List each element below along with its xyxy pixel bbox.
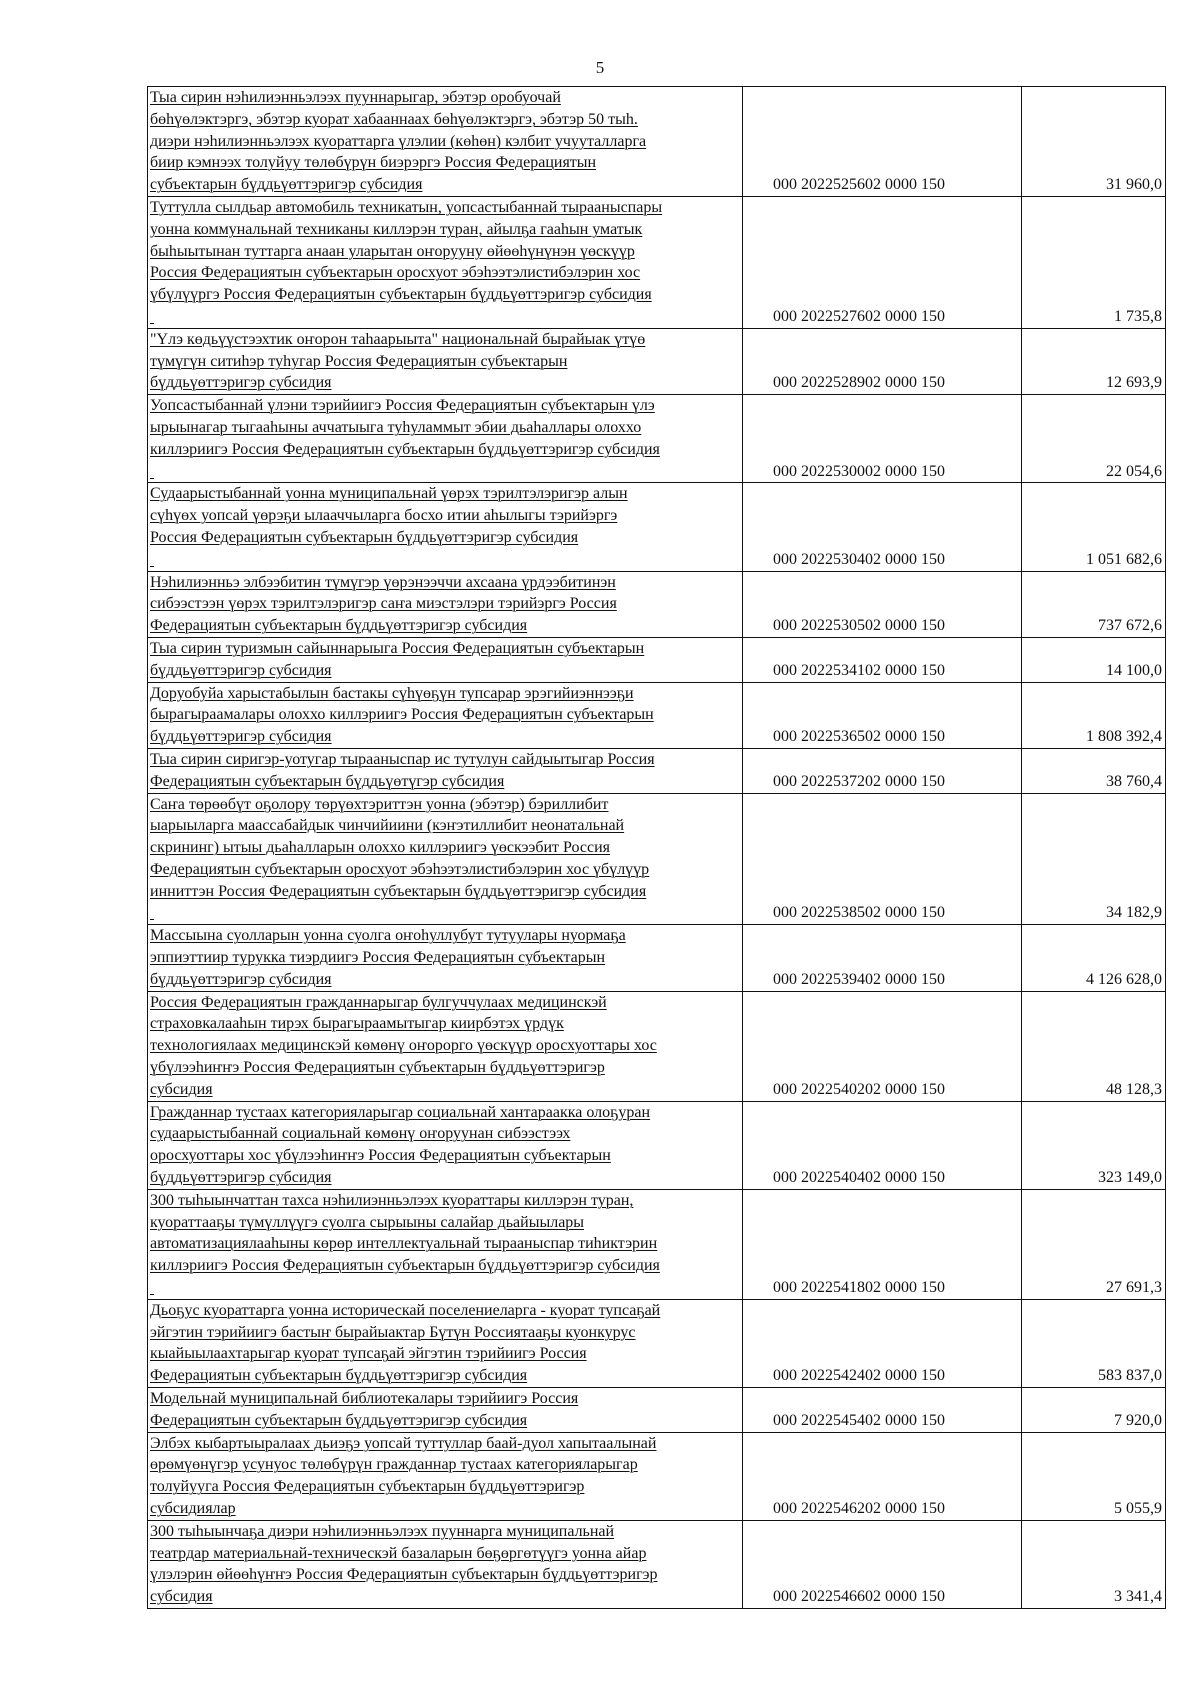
page-number: 5 [595,58,605,77]
description-line: куораттааҕы түмүллүүгэ суолга сырыыны салайар дьайыылары [150,1213,585,1231]
budget-classification-code: 000 2022542402 0000 150 [743,1299,1022,1387]
subsidy-description [148,1520,743,1608]
description-line: субъектарын бүддьүөттэригэр субсидия [150,176,423,194]
description-line: бүддьүөттэригэр субсидия [150,728,332,746]
subsidy-amount: 323 149,0 [1022,1101,1166,1189]
subsidy-amount: 1 051 682,6 [1022,483,1166,571]
table-row [148,1299,1166,1387]
subsidy-description [148,1189,743,1299]
subsidy-description [148,748,743,793]
subsidy-table [147,86,1166,1609]
description-line [150,461,740,483]
description-line: өрөмүөнүгэр усунуос төлөбүрүн гражданнар тустаах категорияларыгар [150,1456,638,1474]
table-row [148,682,1166,748]
table-row [148,571,1166,637]
table-row [148,1520,1166,1608]
subsidy-amount: 7 920,0 [1022,1388,1166,1433]
table-row [148,637,1166,682]
description-line: Гражданнар тустаах категорияларыгар социальнай хантараакка олоҕуран [150,1103,651,1121]
description-line: Нэһилиэнньэ элбээбитин түмүгэр үөрэнээччи ахсаана үрдээбитинэн [150,573,616,591]
description-line: киллэриигэ Россия Федерациятын субъектарын бүддьүөттэригэр субсидия [150,440,660,458]
subsidy-description [148,328,743,394]
subsidy-description [148,991,743,1101]
table-row [148,1432,1166,1520]
description-line: уонна коммунальнай техниканы киллэрэн туран, айылҕа гааһын уматык [150,220,643,238]
description-line: технологиялаах медицинскэй көмөнү оҥорорго үөскүүр оросхуоттары хос [150,1037,657,1055]
description-line: страховкалааһын тирэх бырагыраамытыгар киирбэтэх үрдүк [150,1015,564,1033]
subsidy-description [148,571,743,637]
description-line: киллэриигэ Россия Федерациятын субъектарын бүддьүөттэригэр субсидия [150,1257,660,1275]
subsidy-amount: 5 055,9 [1022,1432,1166,1520]
description-line: эппиэттиир турукка тиэрдиигэ Россия Федерациятын субъектарын [150,949,606,967]
description-line: Судаарыстыбаннай уонна муниципальнай үөрэх тэрилтэлэригэр алын [150,485,628,503]
subsidy-description [148,87,743,197]
description-line: Уопсастыбаннай үлэни тэрийиигэ Россия Федерациятын субъектарын үлэ [150,397,655,415]
subsidy-amount: 1 735,8 [1022,196,1166,328]
description-line: Дьоҕус куораттарга уонна историческай поселениеларга - куорат тупсаҕай [150,1301,661,1319]
budget-classification-code: 000 2022541802 0000 150 [743,1189,1022,1299]
budget-classification-code: 000 2022539402 0000 150 [743,925,1022,991]
table-row [148,1189,1166,1299]
table-row [148,1388,1166,1433]
description-line: оросхуоттары хос үбүлээһиҥҥэ Россия Федерациятын субъектарын [150,1147,611,1165]
description-line: бүддьүөттэригэр субсидия [150,374,332,392]
budget-classification-code: 000 2022537202 0000 150 [743,748,1022,793]
description-line: Тыа сирин нэһилиэнньэлээх пууннарыгар, эбэтэр оробуочай [150,89,561,106]
subsidy-amount: 34 182,9 [1022,793,1166,925]
table-row [148,793,1166,925]
table-row [148,328,1166,394]
description-line: сибээстээн үөрэх тэрилтэлэригэр саҥа миэстэлэри тэрийэргэ Россия [150,595,617,613]
table-row [148,748,1166,793]
description-line: Модельнай муниципальнай библиотекалары тэрийиигэ Россия [150,1390,579,1408]
subsidy-amount: 1 808 392,4 [1022,682,1166,748]
subsidy-amount: 48 128,3 [1022,991,1166,1101]
budget-classification-code: 000 2022530402 0000 150 [743,483,1022,571]
description-line: субсидия [150,1588,213,1606]
description-line [150,549,740,571]
table-row [148,991,1166,1101]
table-row [148,395,1166,483]
budget-classification-code: 000 2022536502 0000 150 [743,682,1022,748]
description-line: 300 тыһыынчаттан тахса нэһилиэнньэлээх куораттары киллэрэн туран, [150,1191,634,1209]
description-line: бырагыраамалары олоххо киллэриигэ Россия Федерациятын субъектарын [150,706,654,724]
budget-classification-code: 000 2022540402 0000 150 [743,1101,1022,1189]
subsidy-description [148,196,743,328]
budget-classification-code: 000 2022525602 0000 150 [743,87,1022,197]
subsidy-amount: 14 100,0 [1022,637,1166,682]
description-line: бүддьүөттэригэр субсидия [150,970,332,988]
description-line: театрдар материальнай-техническэй базаларын бөҕөргөтүүгэ уонна айар [150,1544,647,1562]
description-line: бүддьүөттэригэр субсидия [150,661,332,679]
description-line: Россия Федерациятын субъектарын бүддьүөттэригэр субсидия [150,528,579,546]
description-line: Туттулла сылдьар автомобиль техникатын, уопсастыбаннай тырааныспары [150,198,663,216]
description-line: үбүлүүргэ Россия Федерациятын субъектарын бүддьүөттэригэр субсидия [150,286,652,304]
budget-classification-code: 000 2022530502 0000 150 [743,571,1022,637]
subsidy-description [148,483,743,571]
description-line: 300 тыһыынчаҕа диэри нэһилиэнньэлээх пууннарга муниципальнай [150,1522,615,1540]
subsidy-amount: 737 672,6 [1022,571,1166,637]
description-line: Федерациятын субъектарын бүддьүөттэригэр субсидия [150,1411,528,1429]
budget-classification-code: 000 2022534102 0000 150 [743,637,1022,682]
description-line: бөһүөлэктэргэ, эбэтэр куорат хабааннаах бөһүөлэктэргэ, эбэтэр 50 тыһ. [150,110,638,128]
description-line: Федерациятын субъектарын бүддьүөтүгэр субсидия [150,772,505,790]
description-line: Федерациятын субъектарын оросхуот эбэһээтэлистибэлэрин хос үбүлүүр [150,860,650,878]
description-line [150,902,740,924]
table-row [148,196,1166,328]
budget-classification-code: 000 2022546602 0000 150 [743,1520,1022,1608]
subsidy-amount: 3 341,4 [1022,1520,1166,1608]
description-line: Тыа сирин туризмын сайыннарыыга Россия Федерациятын субъектарын [150,639,645,657]
budget-classification-code: 000 2022530002 0000 150 [743,395,1022,483]
description-line [150,1277,740,1299]
description-line: кыайыылаахтарыгар куорат тупсаҕай эйгэтин тэрийиигэ Россия [150,1345,587,1363]
description-line: скрининг) ытыы дьаһалларын олоххо киллэриигэ үөскээбит Россия [150,839,611,857]
description-line [150,306,740,328]
subsidy-amount: 12 693,9 [1022,328,1166,394]
budget-classification-code: 000 2022527602 0000 150 [743,196,1022,328]
description-line: "Үлэ көдьүүстээхтик оҥорон таһаарыыта" национальнай бырайыак үтүө [150,330,646,348]
subsidy-amount: 583 837,0 [1022,1299,1166,1387]
table-row [148,87,1166,197]
description-line: Россия Федерациятын гражданнарыгар булгуччулаах медицинскэй [150,993,607,1011]
subsidy-description [148,1432,743,1520]
description-line: диэри нэһилиэнньэлээх куораттарга үлэлии (көһөн) кэлбит учууталларга [150,132,647,150]
subsidy-amount: 31 960,0 [1022,87,1166,197]
description-line: быһыытынан туттарга анаан уларытан оҥорууну өйөөһүнүнэн үөскүүр [150,242,635,260]
table-row [148,483,1166,571]
description-line: инниттэн Россия Федерациятын субъектарын бүддьүөттэригэр субсидия [150,882,647,900]
description-line: Федерациятын субъектарын бүддьүөттэригэр субсидия [150,617,528,635]
budget-classification-code: 000 2022528902 0000 150 [743,328,1022,394]
description-line: Элбэх кыбартыыралаах дьиэҕэ уопсай туттуллар баай-дуол хапытаалынай [150,1434,657,1452]
description-line: Доруобуйа харыстабылын бастакы сүһүөҕүн тупсарар эрэгийиэннээҕи [150,684,634,702]
subsidy-amount: 22 054,6 [1022,395,1166,483]
description-line: Федерациятын субъектарын бүддьүөттэригэр субсидия [150,1367,528,1385]
subsidy-description [148,1101,743,1189]
description-line: судаарыстыбаннай социальнай көмөнү оҥоруунан сибээстээх [150,1125,571,1143]
subsidy-description [148,1299,743,1387]
subsidy-amount: 27 691,3 [1022,1189,1166,1299]
description-line: Россия Федерациятын субъектарын оросхуот эбэһээтэлистибэлэрин хос [150,264,641,282]
description-line: ыарыыларга маассабайдык чинчийиини (кэҥэтиллибит неонатальнай [150,817,625,835]
description-line: автоматизациялааһыны көрөр интеллектуальнай тырааныспар тиһиктэрин [150,1235,658,1253]
subsidy-description [148,395,743,483]
description-line: үлэлэрин өйөөһүҥҥэ Россия Федерациятын субъектарын бүддьүөттэригэр [150,1566,658,1584]
subsidy-amount: 38 760,4 [1022,748,1166,793]
subsidy-description [148,637,743,682]
budget-classification-code: 000 2022545402 0000 150 [743,1388,1022,1433]
subsidy-description [148,793,743,925]
description-line: Тыа сирин сиригэр-уотугар тырааныспар ис тутулун сайдыытыгар Россия [150,750,655,768]
budget-classification-code: 000 2022538502 0000 150 [743,793,1022,925]
subsidy-description [148,1388,743,1433]
description-line: бүддьүөттэригэр субсидия [150,1169,332,1187]
description-line: субсидия [150,1080,213,1098]
description-line: субсидиялар [150,1500,236,1517]
description-line: сүһүөх уопсай үөрэҕи ылааччыларга босхо итии аһылыгы тэрийэргэ [150,507,618,525]
subsidy-table-body [148,87,1166,1609]
budget-classification-code: 000 2022546202 0000 150 [743,1432,1022,1520]
description-line: Саҥа төрөөбүт оҕолору төрүөхтэриттэн уонна (эбэтэр) бэриллибит [150,795,609,813]
budget-classification-code: 000 2022540202 0000 150 [743,991,1022,1101]
subsidy-amount: 4 126 628,0 [1022,925,1166,991]
description-line: үбүлээһиҥҥэ Россия Федерациятын субъектарын бүддьүөттэригэр [150,1059,605,1077]
subsidy-description [148,925,743,991]
description-line: түмүгүн ситиһэр туһугар Россия Федерациятын субъектарын [150,352,568,370]
description-line: ырыынагар тыгааһыны аччатыыга туһуламмыт эбии дьаһаллары олоххо [150,418,642,436]
description-line: эйгэтин тэрийиигэ бастыҥ бырайыактар Бүтүн Россиятааҕы куонкурус [150,1323,636,1341]
subsidy-description [148,682,743,748]
table-row [148,1101,1166,1189]
table-row [148,925,1166,991]
description-line: толуйууга Россия Федерациятын субъектарын бүддьүөттэригэр [150,1478,585,1496]
description-line: биир кэмнээх толуйуу төлөбүрүн биэрэргэ Россия Федерациятын [150,154,597,172]
description-line: Массыына суолларын уонна суолга оҥоһуллубут тутуулары нуормаҕа [150,927,626,945]
